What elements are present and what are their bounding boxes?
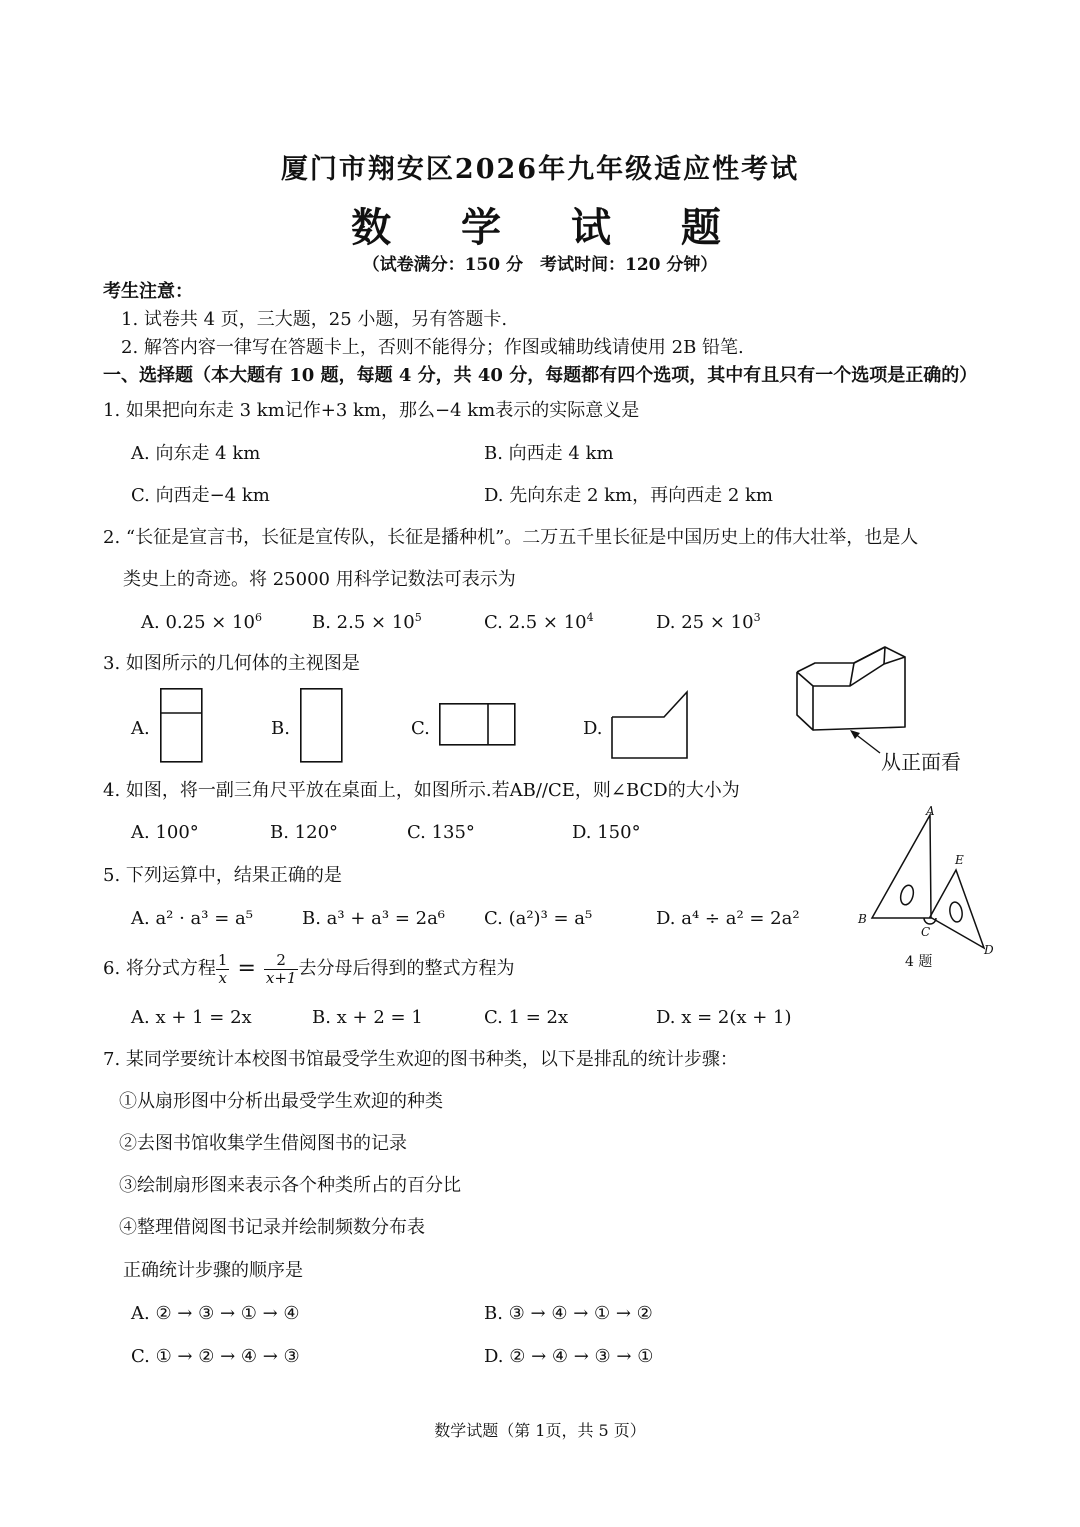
q2-option-b: B. $2.5 \times 10^5$	[312, 611, 422, 633]
notice-item-2: 2. 解答内容一律写在答题卡上，否则不能得分；作图或辅助线请使用 2B 铅笔.	[121, 337, 744, 358]
q2-stem-line2: 类史上的奇迹。将 25000 用科学记数法可表示为	[123, 569, 516, 590]
q5-option-c: C. (a²)³ = a⁵	[484, 908, 593, 929]
q7-option-b: B. ③ → ④ → ① → ②	[484, 1303, 653, 1324]
q7-stem: 7. 某同学要统计本校图书馆最受学生欢迎的图书种类，以下是排乱的统计步骤：	[103, 1049, 738, 1070]
q6-option-c: C. 1 = 2x	[484, 1007, 569, 1028]
exam-title: 厦门市翔安区2026年九年级适应性考试	[280, 154, 800, 185]
q3-view-caption: 从正面看	[881, 750, 961, 774]
q7-order-prompt: 正确统计步骤的顺序是	[123, 1260, 303, 1281]
q3-option-c-figure	[439, 703, 517, 747]
q1-option-c: C. 向西走−4 km	[131, 485, 270, 506]
notice-heading: 考生注意：	[103, 281, 193, 302]
q2-option-c: C. $2.5 \times 10^4$	[484, 611, 594, 633]
q3-view-arrow	[846, 728, 886, 758]
q4-point-c: C	[921, 925, 931, 939]
q1-option-b: B. 向西走 4 km	[484, 443, 614, 464]
q4-figure	[850, 800, 1000, 970]
q7-step-3: ③绘制扇形图来表示各个种类所占的百分比	[119, 1175, 461, 1196]
section-1-heading: 一、选择题（本大题有 10 题，每题 4 分，共 40 分，每题都有四个选项，其中有且只有一个选项是正确的）	[103, 365, 978, 386]
q2-option-a: A. $0.25 \times 10^6$	[141, 611, 262, 633]
q4-figure-label: 4 题	[905, 954, 933, 970]
q4-point-e: E	[955, 853, 964, 867]
q2-stem-line1: 2. “长征是宣言书，长征是宣传队，长征是播种机”。二万五千里长征是中国历史上的伟大壮举，也是人	[103, 527, 919, 548]
q6-option-a: A. x + 1 = 2x	[131, 1007, 252, 1028]
q4-stem: 4. 如图，将一副三角尺平放在桌面上，如图所示.若AB//CE，则∠BCD的大小为	[103, 780, 740, 801]
q1-option-d: D. 先向东走 2 km，再向西走 2 km	[484, 485, 773, 506]
exam-info: （试卷满分：150 分 考试时间：120 分钟）	[362, 255, 718, 275]
q2-option-d: D. $25 \times 10^3$	[656, 611, 761, 633]
q7-step-1: ①从扇形图中分析出最受学生欢迎的种类	[119, 1091, 443, 1112]
q6-option-b: B. x + 2 = 1	[312, 1007, 423, 1028]
q6-right-fraction: $\frac{2}{x+1}$	[265, 950, 297, 987]
page-footer: 数学试题（第 1页，共 5 页）	[434, 1421, 646, 1440]
q3-option-a-figure	[160, 688, 204, 764]
q4-option-b: B. 120°	[270, 822, 339, 843]
q5-option-b: B. a³ + a³ = 2a⁶	[302, 908, 446, 929]
q3-option-d-label: D.	[583, 718, 603, 739]
q7-option-c: C. ① → ② → ④ → ③	[131, 1346, 300, 1367]
q5-option-a: A. a² · a³ = a⁵	[131, 908, 253, 929]
q6-left-fraction: $\frac{1}{x}$	[217, 950, 228, 987]
q3-option-b-label: B.	[271, 718, 290, 739]
q7-step-4: ④整理借阅图书记录并绘制频数分布表	[119, 1217, 425, 1238]
q5-stem: 5. 下列运算中，结果正确的是	[103, 865, 342, 886]
q5-option-d: D. a⁴ ÷ a² = 2a²	[656, 908, 800, 929]
q7-step-2: ②去图书馆收集学生借阅图书的记录	[119, 1133, 407, 1154]
q3-option-b-figure	[300, 688, 344, 764]
q4-point-a: A	[926, 804, 935, 818]
q4-option-c: C. 135°	[407, 822, 475, 843]
q3-option-a-label: A.	[131, 718, 150, 739]
q3-stem: 3. 如图所示的几何体的主视图是	[103, 653, 360, 674]
q4-point-d: D	[984, 943, 994, 957]
q6-option-d: D. x = 2(x + 1)	[656, 1007, 792, 1028]
q1-stem: 1. 如果把向东走 3 km记作+3 km，那么−4 km表示的实际意义是	[103, 400, 640, 421]
q4-point-b: B	[858, 912, 867, 926]
q3-option-c-label: C.	[411, 718, 430, 739]
q4-option-a: A. 100°	[131, 822, 199, 843]
q4-option-d: D. 150°	[572, 822, 641, 843]
subject-title: 数 学 试 题	[351, 204, 749, 251]
q7-option-d: D. ② → ④ → ③ → ①	[484, 1346, 654, 1367]
q7-option-a: A. ② → ③ → ① → ④	[131, 1303, 300, 1324]
q3-option-d-figure	[611, 690, 689, 760]
q6-stem: 6. 将分式方程 $\frac{1}{x}$ = $\frac{2}{x+1}$ 去分母后得到的整式方程为	[103, 950, 515, 987]
notice-item-1: 1. 试卷共 4 页，三大题，25 小题，另有答题卡.	[121, 309, 508, 330]
q1-option-a: A. 向东走 4 km	[131, 443, 261, 464]
